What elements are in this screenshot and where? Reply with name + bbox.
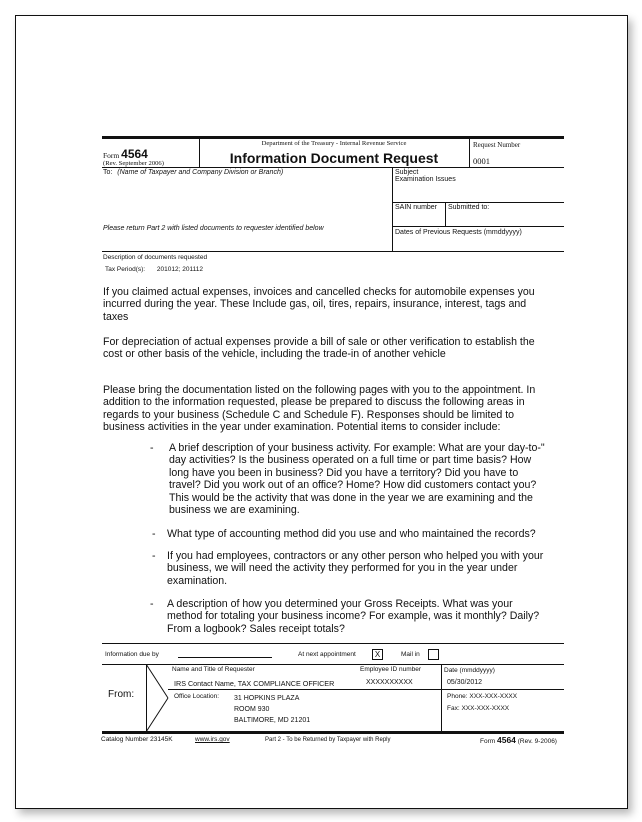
from-label: From: [108, 689, 135, 700]
bullet-marker: - [150, 442, 154, 454]
sain-number-field[interactable]: SAIN number [395, 204, 438, 211]
date-label: Date (mmddyyyy) [444, 667, 495, 674]
document-page [15, 15, 628, 809]
information-due-label: Information due by [105, 651, 159, 658]
footer-form-number: 4564 [496, 735, 516, 745]
header-divider-right [469, 139, 470, 167]
part-2-note: Part 2 - To be Returned by Taxpayer with Reply [265, 737, 391, 743]
to-field[interactable] [103, 169, 283, 176]
tax-period-value: 201012; 201112 [156, 266, 203, 273]
bullet-accounting-method: What type of accounting method did you use and who maintained the records? [167, 528, 536, 540]
to-right-divider [392, 167, 393, 251]
subject-value: Examination Issues [395, 176, 456, 183]
requester-name-value: IRS Contact Name, TAX COMPLIANCE OFFICER [174, 679, 335, 688]
footer-top-rule [102, 731, 564, 734]
mail-in-checkbox[interactable] [428, 649, 439, 660]
subject-bottom-rule [392, 202, 564, 203]
from-arrow-icon [146, 664, 170, 732]
office-address [234, 693, 310, 726]
header-top-rule [102, 136, 564, 139]
employee-id-value: XXXXXXXXXX [366, 679, 413, 686]
requester-name-label: Name and Title of Requester [172, 666, 255, 673]
office-line-1: 31 HOPKINS PLAZA [234, 695, 300, 702]
tax-period-label: Tax Period(s): [105, 266, 146, 273]
subject-field[interactable] [395, 169, 456, 183]
to-bottom-rule [102, 251, 564, 252]
irs-website-link[interactable]: www.irs.gov [195, 736, 230, 743]
sain-divider [445, 202, 446, 226]
bullet-gross-receipts: A description of how you determined your Gross Receipts. What was your method for totaling your business income? For example, was it monthly? Daily? From a logbook? Sales receipt totals? [167, 598, 540, 635]
phone-value: Phone: XXX-XXX-XXXX [447, 693, 518, 700]
to-label: To: [103, 169, 113, 176]
footer-revision: (Rev. 9-2006) [517, 738, 557, 745]
office-location-label: Office Location: [174, 693, 220, 700]
sain-bottom-rule [392, 226, 564, 227]
information-due-input[interactable] [178, 657, 272, 658]
header-bottom-rule [102, 167, 564, 168]
fax-value: Fax: XXX-XXX-XXXX [447, 705, 510, 712]
tax-period [105, 266, 203, 273]
date-value: 05/30/2012 [447, 679, 483, 686]
form-id [103, 147, 148, 161]
office-line-3: BALTIMORE, MD 21201 [234, 717, 311, 724]
office-top-rule [168, 689, 564, 690]
footer-form-label: Form [480, 738, 496, 745]
return-note: Please return Part 2 with listed documents to requester identified below [103, 225, 324, 232]
bullet-marker: - [152, 528, 156, 540]
due-top-rule [102, 643, 564, 644]
subject-label: Subject [395, 169, 419, 176]
page-title: Information Document Request [229, 150, 439, 166]
catalog-number: Catalog Number 23145K [101, 736, 173, 743]
office-line-2: ROOM 930 [234, 706, 270, 713]
employee-id-label: Employee ID number [360, 666, 422, 673]
form-revision: (Rev. September 2006) [103, 160, 164, 167]
bullet-business-activity: A brief description of your business activity. For example: What are your day-to-" day activities? Is the business operated on a full time or part time basis? How long have you been in business? Did you have a territory? Did you have to travel? Did you work out of an office? Home? How did customers contact you? This would be the activity that was done in the year we are examining and the business we are examining. [169, 442, 545, 517]
mail-in-label: Mail in [401, 651, 420, 658]
request-number-value: 0001 [473, 156, 490, 166]
footer-form-id [480, 735, 557, 745]
paragraph-auto-expenses: If you claimed actual expenses, invoices and cancelled checks for automobile expenses you incurred during the year. These Include gas, oil, tires, repairs, insurance, interest, tags and taxes [103, 286, 535, 323]
department-label: Department of the Treasury - Internal Revenue Service [261, 140, 407, 147]
to-hint: (Name of Taxpayer and Company Division or Branch) [117, 169, 284, 176]
date-divider [441, 664, 442, 732]
request-number-label: Request Number [473, 141, 521, 149]
description-label: Description of documents requested [103, 254, 208, 261]
submitted-to-field[interactable]: Submitted to: [448, 204, 490, 211]
next-appointment-checkbox[interactable]: X [372, 649, 383, 660]
bullet-marker: - [150, 598, 154, 610]
from-top-rule [102, 664, 564, 665]
paragraph-bring-documentation: Please bring the documentation listed on the following pages with you to the appointment. In addition to the information requested, please be prepared to discuss the following areas in regards to your business (Schedule C and Schedule F). Responses should be limited to business activities in the year under examination. Potential items to consider include: [103, 384, 536, 434]
next-appointment-label: At next appointment [298, 651, 356, 658]
form-number: 4564 [121, 147, 148, 161]
previous-requests-field[interactable]: Dates of Previous Requests (mmddyyyy) [395, 229, 522, 236]
form-label: Form [103, 151, 120, 160]
bullet-marker: - [152, 550, 156, 562]
paragraph-depreciation: For depreciation of actual expenses provide a bill of sale or other verification to establish the cost or other basis of the vehicle, including the trade-in of another vehicle [103, 336, 535, 361]
bullet-employees: If you had employees, contractors or any other person who helped you with your business, we will need the activity they performed for you in the year under examination. [167, 550, 544, 587]
